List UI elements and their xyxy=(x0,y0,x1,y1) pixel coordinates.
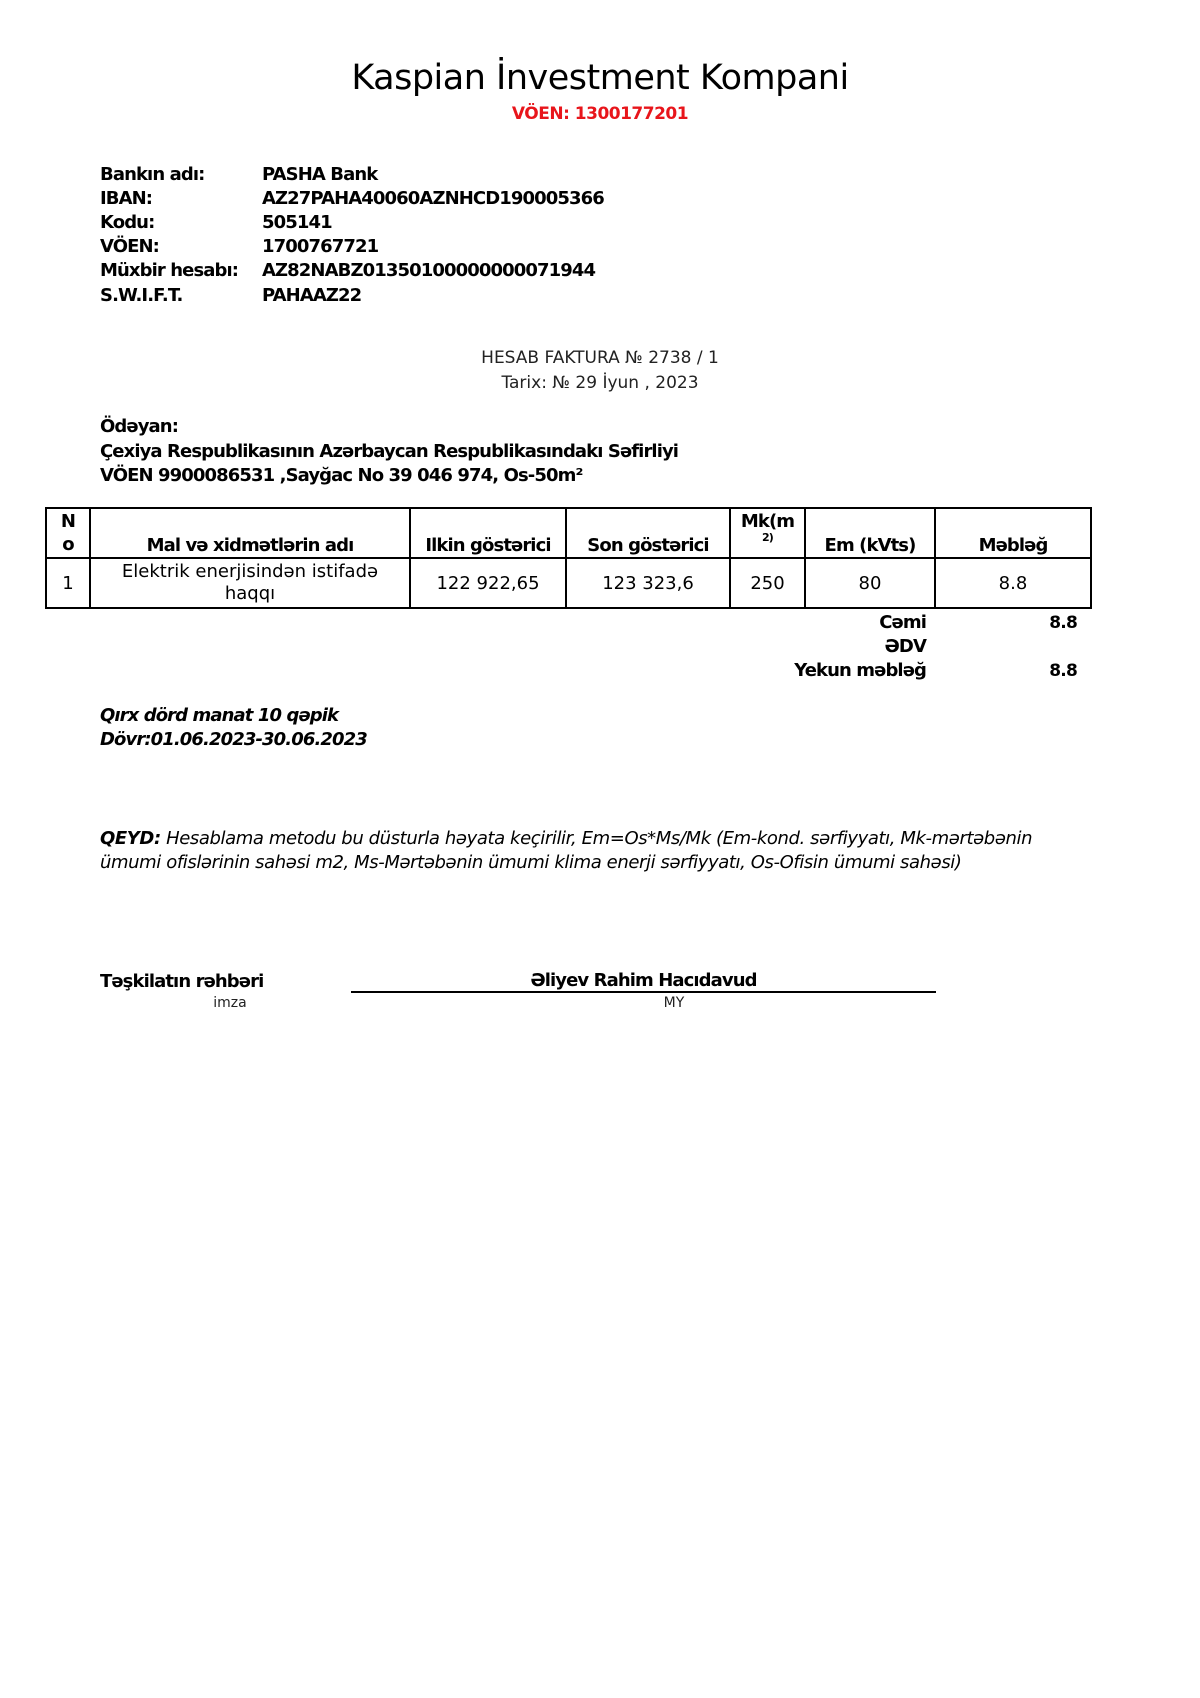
signature-name: Əliyev Rahim Hacıdavud xyxy=(530,970,757,991)
sum-label: Cəmi xyxy=(879,612,926,633)
items-table xyxy=(45,507,1092,609)
billing-period: Dövr:01.06.2023-30.06.2023 xyxy=(100,729,367,750)
bank-value: AZ27PAHA40060AZNHCD190005366 xyxy=(262,188,604,209)
signature-my-caption: MY xyxy=(663,995,685,1011)
bank-value: PASHA Bank xyxy=(262,164,378,185)
bank-value: 505141 xyxy=(262,212,332,233)
company-voen: VÖEN: 1300177201 xyxy=(511,104,689,124)
note-label: QEYD: xyxy=(100,828,161,849)
bank-value: 1700767721 xyxy=(262,236,379,257)
header-em: Em (kVts) xyxy=(805,508,935,558)
table-header-row xyxy=(46,508,1091,558)
cell-initial: 122 922,65 xyxy=(410,558,566,608)
bank-value: AZ82NABZ01350100000000071944 xyxy=(262,260,596,281)
bank-label: Kodu: xyxy=(100,212,155,233)
payer-details: VÖEN 9900086531 ,Sayğac No 39 046 974, Os-50m² xyxy=(100,465,583,486)
bank-label: S.W.I.F.T. xyxy=(100,285,183,306)
bank-label: Bankın adı: xyxy=(100,164,205,185)
sum-value: 8.8 xyxy=(1049,613,1077,633)
note-text: Hesablama metodu bu düsturla həyata keçirilir, Em=Os*Ms/Mk (Em-kond. sərfiyyatı, Mk-mərtəbənin ümumi ofislərinin sahəsi m2, Ms-Mərtəbənin ümumi klima enerji sərfiyyatı, Os-Ofisin ümumi sahəsi) xyxy=(100,828,1033,873)
header-no-line1: N xyxy=(60,511,76,532)
invoice-title: HESAB FAKTURA № 2738 / 1 xyxy=(481,348,719,368)
cell-em: 80 xyxy=(805,558,935,608)
table-row xyxy=(46,558,1091,608)
bank-label: VÖEN: xyxy=(100,236,159,257)
final-value: 8.8 xyxy=(1049,661,1077,681)
header-no xyxy=(46,508,90,558)
payer-label: Ödəyan: xyxy=(100,416,178,437)
bank-label: IBAN: xyxy=(100,188,153,209)
vat-label: ƏDV xyxy=(884,636,926,657)
header-initial: Ilkin göstərici xyxy=(410,508,566,558)
header-mk-line1: Mk(m xyxy=(740,511,795,532)
bank-label: Müxbir hesabı: xyxy=(100,260,239,281)
final-label: Yekun məbləğ xyxy=(794,660,926,681)
header-final: Son göstərici xyxy=(566,508,730,558)
cell-no: 1 xyxy=(46,558,90,608)
note xyxy=(100,827,1080,875)
bank-value: PAHAAZ22 xyxy=(262,285,362,306)
header-mk xyxy=(730,508,805,558)
signature-label: Təşkilatın rəhbəri xyxy=(100,971,264,992)
cell-final: 123 323,6 xyxy=(566,558,730,608)
header-name: Mal və xidmətlərin adı xyxy=(90,508,410,558)
company-title: Kaspian İnvestment Kompani xyxy=(351,58,849,98)
header-no-line2: o xyxy=(62,534,74,555)
invoice-date: Tarix: № 29 İyun , 2023 xyxy=(501,373,699,393)
signature-imza-caption: imza xyxy=(213,995,247,1011)
amount-in-words: Qırx dörd manat 10 qəpik xyxy=(100,705,339,726)
header-amount: Məbləğ xyxy=(935,508,1091,558)
cell-name: Elektrik enerjisindən istifadə haqqı xyxy=(90,558,410,608)
cell-amount: 8.8 xyxy=(935,558,1091,608)
cell-mk: 250 xyxy=(730,558,805,608)
signature-line xyxy=(351,991,936,993)
header-mk-line2: 2) xyxy=(762,531,773,544)
payer-name: Çexiya Respublikasının Azərbaycan Respublikasındakı Səfirliyi xyxy=(100,441,679,462)
